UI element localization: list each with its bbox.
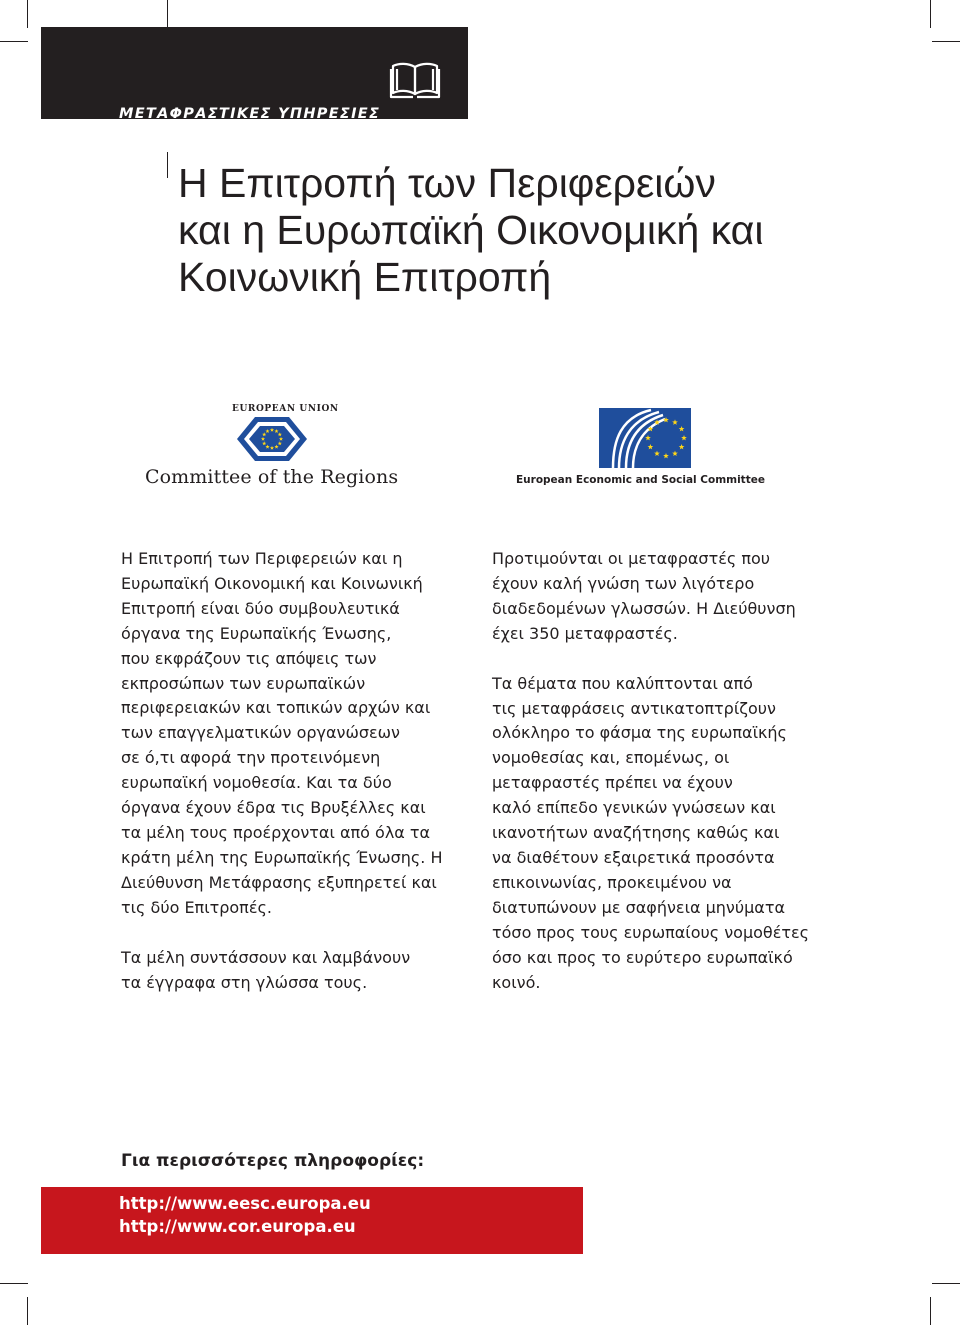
paragraph: Προτιμούνται οι μεταφραστές που έχουν καλή γνώση των λιγότερο διαδεδομένων γλωσσών. Η Διεύθυνση έχει 350 μεταφραστές. [492, 549, 796, 643]
crop-mark [930, 1297, 931, 1325]
crop-mark [0, 41, 28, 42]
header-band [41, 27, 468, 122]
crop-mark [932, 41, 960, 42]
crop-mark [167, 152, 168, 178]
eu-flag-icon [237, 417, 307, 461]
eesc-flag-icon [599, 408, 691, 468]
crop-mark [930, 0, 931, 28]
paragraph: Η Επιτροπή των Περιφερειών και η Ευρωπαϊκή Οικονομική και Κοινωνική Επιτροπή είναι δύο συμβουλευτικά όργανα της Ευρωπαϊκής Ένωσης, που εκφράζουν τις απόψεις των εκπροσώπων των ευρωπαϊκών περιφερειακών και τοπικών αρχών και των επαγγελματικών οργανώσεων σε ό,τι αφορά την προτεινόμενη ευρωπαϊκή νομοθεσία. Και τα δύο όργανα έχουν έδρα τις Βρυξέλλες και τα μέλη τους προέρχονται από όλα τα κράτη μέλη της Ευρωπαϊκής Ένωσης. Η Διεύθυνση Μετάφρασης εξυπηρετεί και τις δύο Επιτροπές. [121, 549, 443, 917]
left-column [121, 547, 471, 995]
book-icon [389, 60, 441, 100]
cor-link[interactable]: http://www.cor.europa.eu [119, 1217, 356, 1236]
cor-eu-label: EUROPEAN UNION [232, 404, 339, 414]
section-label: ΜΕΤΑΦΡΑΣΤΙΚΕΣ ΥΠΗΡΕΣΙΕΣ [119, 106, 381, 122]
crop-mark [0, 1283, 28, 1284]
more-info-heading: Για περισσότερες πληροφορίες: [121, 1151, 425, 1171]
paragraph: Τα θέματα που καλύπτονται από τις μεταφράσεις αντικατοπτρίζουν ολόκληρο το φάσμα της ευρωπαϊκής νομοθεσίας και, επομένως, οι μεταφραστές πρέπει να έχουν καλό επίπεδο γενικών γνώσεων και ικανοτήτων αναζήτησης καθώς και να διαθέτουν εξαιρετικά προσόντα επικοινωνίας, προκειμένου να διατυπώνουν με σαφήνεια μηνύματα τόσο προς τους ευρωπαίους νομοθέτες όσο και προς το ευρύτερο ευρωπαϊκό κοινό. [492, 673, 810, 992]
title-line: Η Επιτροπή των Περιφερειών [178, 160, 716, 206]
page-title [178, 160, 763, 301]
crop-mark [167, 0, 168, 28]
paragraph: Τα μέλη συντάσσουν και λαμβάνουν τα έγγραφα στη γλώσσα τους. [121, 947, 411, 992]
title-line: και η Ευρωπαϊκή Οικονομική και [178, 207, 764, 253]
right-column [492, 547, 852, 995]
crop-mark [27, 1297, 28, 1325]
title-line: Κοινωνική Επιτροπή [178, 254, 552, 300]
cor-name: Committee of the Regions [145, 466, 399, 488]
eesc-name: European Economic and Social Committee [516, 474, 765, 486]
eesc-link[interactable]: http://www.eesc.europa.eu [119, 1194, 371, 1213]
crop-mark [27, 0, 28, 28]
crop-mark [932, 1283, 960, 1284]
